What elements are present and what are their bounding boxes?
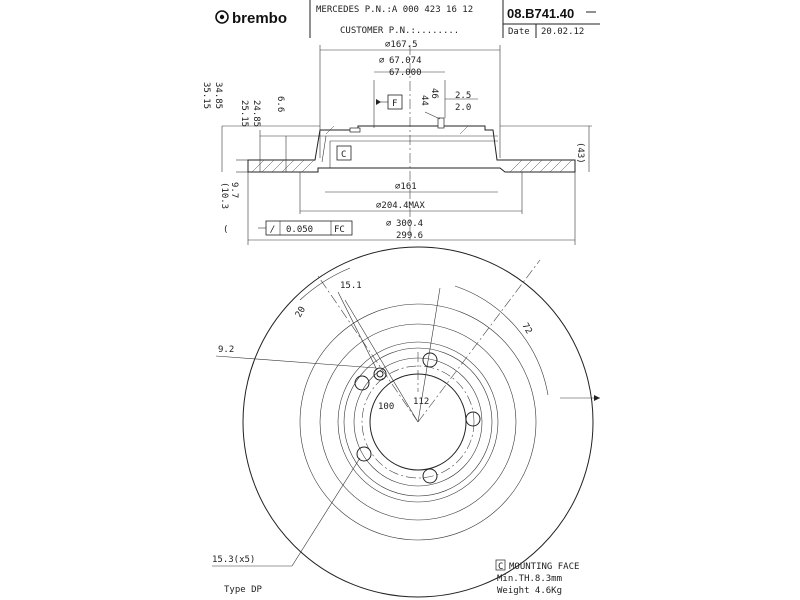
front-view <box>212 247 600 597</box>
dim-height-24-85: 24.85 <box>251 100 261 128</box>
dim-radius-2-0: 2.0 <box>455 103 472 113</box>
dim-angle-20: 20 <box>293 305 309 320</box>
dim-chamfer-46: 46 <box>429 88 439 99</box>
dim-diameter-299-6: 299.6 <box>396 231 424 241</box>
runout-tolerance-frame <box>258 221 352 235</box>
runout-ref: FC <box>334 225 345 235</box>
dim-diameter-204: ∅204.4MAX <box>376 201 425 211</box>
dim-height-34-85: 34.85 <box>213 82 223 110</box>
dim-thickness-9-7: 9.7 <box>229 182 239 199</box>
notes-block <box>224 560 579 596</box>
dim-angle-72: 72 <box>519 321 534 336</box>
datum-c: C <box>341 150 347 160</box>
bolt-hole <box>466 412 480 426</box>
section-hatching <box>252 126 572 172</box>
dim-height-35-15: 35.15 <box>201 82 211 110</box>
note-min-thickness: Min.TH.8.3mm <box>497 574 563 584</box>
brand-name: brembo <box>232 10 288 27</box>
date-value: 20.02.12 <box>541 27 585 37</box>
part-code: 08.B741.40 <box>507 6 575 21</box>
dim-bore-min: 67.000 <box>389 68 422 78</box>
dim-9-2: 9.2 <box>218 345 235 355</box>
section-view <box>201 40 592 245</box>
type-label: Type DP <box>224 585 262 595</box>
dim-holes: 15.3(x5) <box>212 555 256 565</box>
note-mounting-face: MOUNTING FACE <box>509 562 580 572</box>
runout-value: 0.050 <box>286 225 314 235</box>
title-block <box>216 0 600 38</box>
dim-thickness-10-3: (10.3 <box>219 182 229 210</box>
dim-chamfer-44: 44 <box>419 95 429 106</box>
dim-bore-max: 67.074 <box>389 56 422 66</box>
dim-diameter-300-prefix: ∅ <box>386 219 392 229</box>
dim-bore-prefix: ∅ <box>379 56 385 66</box>
dim-diameter-167-5: ∅167.5 <box>385 40 418 50</box>
oem-part-number: MERCEDES P.N.:A 000 423 16 12 <box>316 5 474 15</box>
dim-pcd-112: 112 <box>413 397 430 407</box>
dim-diameter-300-4: 300.4 <box>396 219 424 229</box>
runout-icon: / <box>270 225 276 235</box>
date-label: Date <box>508 27 530 37</box>
dim-diameter-161: ∅161 <box>395 182 417 192</box>
dim-radius-2-5: 2.5 <box>455 91 472 101</box>
note-weight: Weight 4.6Kg <box>497 586 563 596</box>
dim-height-6-6: 6.6 <box>275 96 285 113</box>
dim-pcd-100: 100 <box>378 402 395 412</box>
svg-text:(: ( <box>223 225 229 235</box>
bolt-hole <box>423 469 437 483</box>
customer-part-number: CUSTOMER P.N.:........ <box>340 26 460 36</box>
datum-f: F <box>392 99 398 109</box>
dim-height-25-15: 25.15 <box>239 100 249 128</box>
brembo-logo <box>216 10 287 27</box>
note-mounting-ref: C <box>498 562 504 572</box>
dim-43: (43) <box>575 142 585 164</box>
dim-15-1: 15.1 <box>340 281 362 291</box>
